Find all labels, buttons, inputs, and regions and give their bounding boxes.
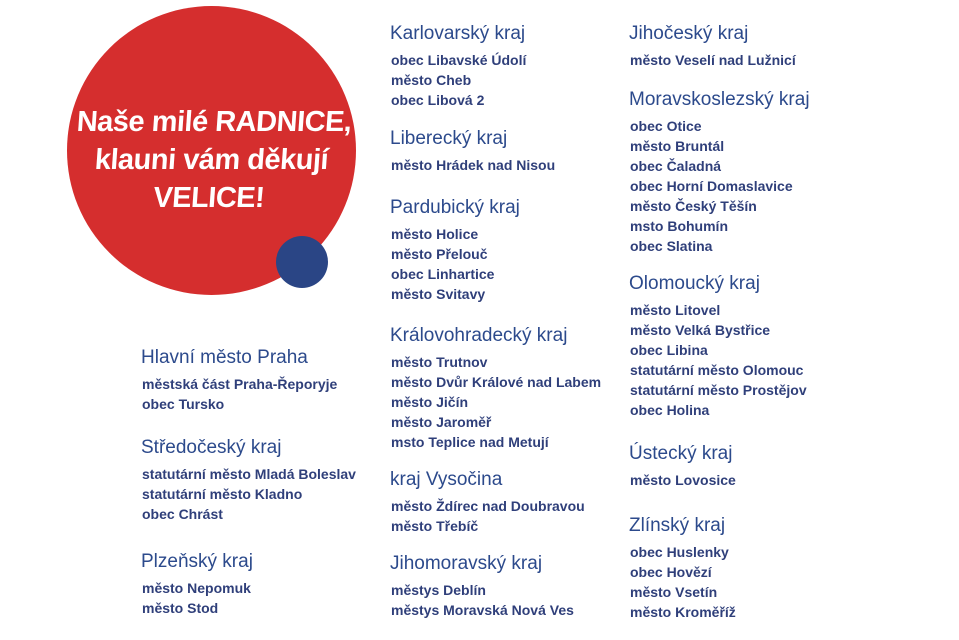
list-item: město Holice	[391, 226, 479, 242]
list-item: obec Holina	[630, 402, 710, 418]
list-item: město Veselí nad Lužnicí	[630, 52, 796, 68]
region-title: Olomoucký kraj	[629, 273, 760, 294]
list-item: městys Deblín	[391, 582, 486, 598]
badge-line-3: VELICE!	[152, 182, 266, 214]
badge-line-2: klauni vám děkují	[93, 144, 330, 176]
list-item: město Ždírec nad Doubravou	[391, 498, 585, 514]
list-item: město Jičín	[391, 394, 469, 410]
town-list	[391, 352, 601, 452]
list-item: město Vsetín	[630, 584, 718, 600]
region-title: Moravskoslezský kraj	[629, 89, 810, 110]
list-item: obec Libina	[630, 342, 708, 358]
region-title: Středočeský kraj	[141, 437, 282, 458]
town-list	[142, 578, 253, 618]
badge-line-1: Naše milé RADNICE,	[75, 106, 353, 138]
region-title: Karlovarský kraj	[390, 23, 526, 44]
town-list	[630, 300, 807, 420]
list-item: město Hrádek nad Nisou	[391, 157, 556, 173]
region-moravskoslezsky	[629, 88, 810, 256]
list-item: město Stod	[142, 600, 219, 616]
list-item: město Litovel	[630, 302, 721, 318]
town-list	[391, 580, 574, 620]
list-item: město Jaroměř	[391, 414, 492, 430]
list-item: msto Teplice nad Metují	[391, 434, 549, 450]
region-title: Plzeňský kraj	[141, 551, 253, 572]
region-title: Hlavní město Praha	[141, 347, 308, 368]
list-item: město Velká Bystřice	[630, 322, 771, 338]
region-praha	[141, 346, 337, 414]
list-item: statutární město Kladno	[142, 486, 303, 502]
town-list	[630, 116, 810, 256]
region-title: Zlínský kraj	[629, 515, 726, 536]
region-title: Liberecký kraj	[390, 128, 508, 149]
town-list	[630, 542, 736, 622]
list-item: obec Hovězí	[630, 564, 712, 580]
region-ustecky	[629, 442, 736, 490]
list-item: město Přelouč	[391, 246, 488, 262]
region-pardubicky	[390, 196, 520, 304]
list-item: statutární město Mladá Boleslav	[142, 466, 356, 482]
region-title: Jihočeský kraj	[629, 23, 749, 44]
region-kralovehradecky	[390, 324, 601, 452]
list-item: statutární město Prostějov	[630, 382, 807, 398]
list-item: město Nepomuk	[142, 580, 251, 596]
list-item: obec Čaladná	[630, 158, 722, 174]
list-item: obec Libová 2	[391, 92, 485, 108]
region-zlinsky	[629, 514, 736, 622]
town-list	[142, 464, 356, 524]
list-item: město Třebíč	[391, 518, 479, 534]
region-plzensky	[141, 550, 253, 618]
list-item: město Trutnov	[391, 354, 488, 370]
region-jihomoravsky	[390, 552, 574, 620]
decorative-dot	[276, 236, 328, 288]
town-list	[630, 50, 796, 70]
list-item: obec Chrást	[142, 506, 223, 522]
list-item: obec Horní Domaslavice	[630, 178, 793, 194]
list-item: město Dvůr Králové nad Labem	[391, 374, 602, 390]
town-list	[391, 224, 520, 304]
region-title: kraj Vysočina	[390, 469, 503, 490]
list-item: město Český Těšín	[630, 198, 757, 214]
region-title: Ústecký kraj	[629, 443, 733, 464]
region-title: Královohradecký kraj	[390, 325, 568, 346]
list-item: obec Slatina	[630, 238, 713, 254]
list-item: město Lovosice	[630, 472, 736, 488]
town-list	[391, 155, 555, 175]
region-liberecky	[390, 127, 555, 175]
list-item: obec Libavské Údolí	[391, 52, 527, 68]
list-item: obec Linhartice	[391, 266, 495, 282]
list-item: město Cheb	[391, 72, 472, 88]
region-karlovarsky	[390, 22, 526, 110]
region-jihocesky	[629, 22, 796, 70]
list-item: město Kroměříž	[630, 604, 736, 620]
region-stredocesky	[141, 436, 356, 524]
town-list	[391, 496, 585, 536]
list-item: obec Huslenky	[630, 544, 729, 560]
list-item: město Svitavy	[391, 286, 486, 302]
region-title: Pardubický kraj	[390, 197, 520, 218]
list-item: msto Bohumín	[630, 218, 728, 234]
region-vysocina	[390, 468, 585, 536]
region-olomoucky	[629, 272, 807, 420]
list-item: obec Tursko	[142, 396, 225, 412]
region-title: Jihomoravský kraj	[390, 553, 543, 574]
town-list	[630, 470, 736, 490]
badge-message	[63, 103, 360, 217]
town-list	[142, 374, 337, 414]
list-item: statutární město Olomouc	[630, 362, 804, 378]
list-item: městys Moravská Nová Ves	[391, 602, 574, 618]
list-item: městská část Praha-Řeporyje	[142, 376, 338, 392]
list-item: obec Otice	[630, 118, 702, 134]
town-list	[391, 50, 526, 110]
list-item: město Bruntál	[630, 138, 725, 154]
